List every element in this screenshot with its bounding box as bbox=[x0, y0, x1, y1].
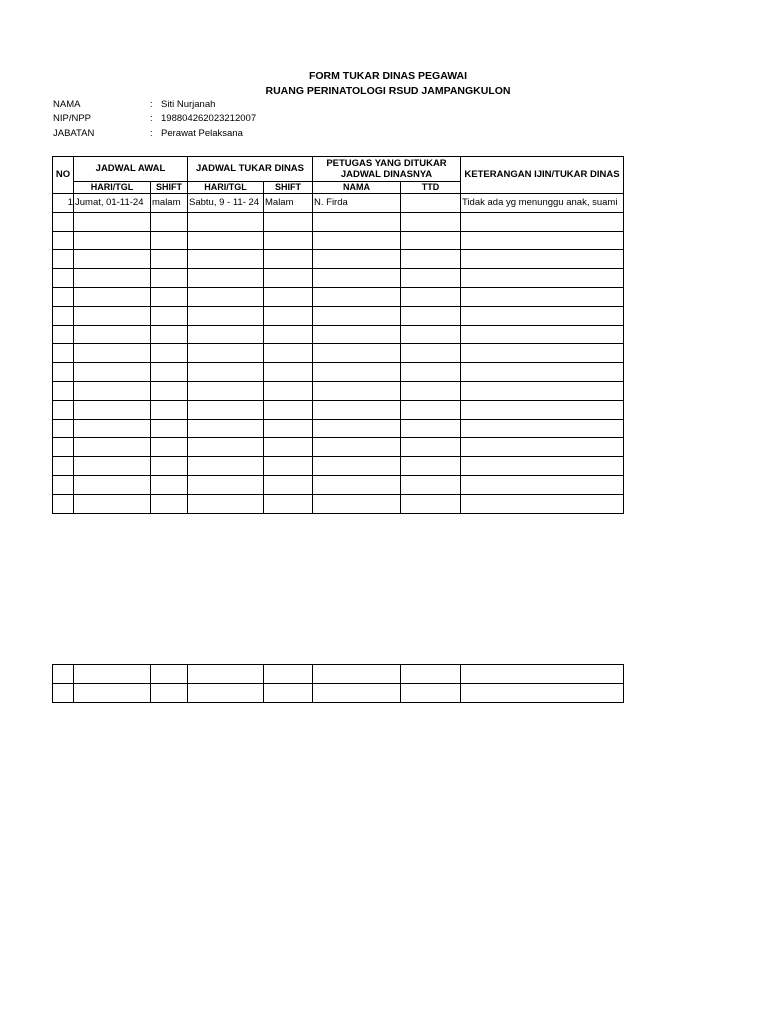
empty-cell bbox=[461, 665, 624, 684]
empty-cell bbox=[53, 419, 74, 438]
empty-cell bbox=[53, 457, 74, 476]
empty-cell bbox=[74, 381, 151, 400]
empty-cell bbox=[461, 683, 624, 702]
empty-cell bbox=[264, 381, 313, 400]
header-hari-tgl: HARI/TGL bbox=[188, 182, 264, 194]
table-row bbox=[53, 325, 624, 344]
empty-cell bbox=[264, 250, 313, 269]
cell-ttd bbox=[401, 194, 461, 213]
empty-cell bbox=[313, 683, 401, 702]
empty-cell bbox=[264, 344, 313, 363]
table-row bbox=[53, 363, 624, 382]
empty-cell bbox=[461, 287, 624, 306]
empty-cell bbox=[188, 400, 264, 419]
empty-cell bbox=[188, 475, 264, 494]
empty-cell bbox=[313, 363, 401, 382]
empty-cell bbox=[401, 325, 461, 344]
empty-cell bbox=[188, 363, 264, 382]
empty-cell bbox=[313, 344, 401, 363]
empty-cell bbox=[461, 381, 624, 400]
empty-cell bbox=[313, 665, 401, 684]
cell-hari-tgl: Sabtu, 9 - 11- 24 bbox=[188, 194, 264, 213]
empty-cell bbox=[313, 306, 401, 325]
table-row bbox=[53, 400, 624, 419]
info-colon: : bbox=[150, 99, 153, 110]
empty-cell bbox=[188, 250, 264, 269]
empty-cell bbox=[264, 325, 313, 344]
empty-cell bbox=[151, 212, 188, 231]
table-row bbox=[53, 269, 624, 288]
empty-cell bbox=[264, 665, 313, 684]
cell-keterangan: Tidak ada yg menunggu anak, suami bbox=[461, 194, 624, 213]
empty-cell bbox=[188, 665, 264, 684]
header-jadwal-tukar: JADWAL TUKAR DINAS bbox=[188, 157, 313, 182]
empty-cell bbox=[74, 419, 151, 438]
empty-cell bbox=[313, 438, 401, 457]
empty-cell bbox=[74, 363, 151, 382]
empty-cell bbox=[461, 306, 624, 325]
cell-no: 1 bbox=[53, 194, 74, 213]
table-row bbox=[53, 287, 624, 306]
empty-cell bbox=[53, 306, 74, 325]
empty-cell bbox=[461, 457, 624, 476]
header-no: NO bbox=[53, 157, 74, 194]
empty-cell bbox=[401, 287, 461, 306]
empty-cell bbox=[264, 212, 313, 231]
empty-cell bbox=[74, 475, 151, 494]
empty-cell bbox=[401, 306, 461, 325]
empty-cell bbox=[313, 419, 401, 438]
info-value: Siti Nurjanah bbox=[161, 99, 216, 110]
table-row bbox=[53, 438, 624, 457]
cell-shift: malam bbox=[151, 194, 188, 213]
empty-cell bbox=[264, 438, 313, 457]
empty-cell bbox=[313, 212, 401, 231]
empty-cell bbox=[151, 363, 188, 382]
table-row bbox=[53, 419, 624, 438]
info-value: Perawat Pelaksana bbox=[161, 128, 243, 139]
empty-cell bbox=[401, 419, 461, 438]
empty-cell bbox=[53, 475, 74, 494]
info-colon: : bbox=[150, 128, 153, 139]
empty-cell bbox=[74, 683, 151, 702]
empty-cell bbox=[53, 344, 74, 363]
empty-cell bbox=[151, 475, 188, 494]
empty-cell bbox=[151, 419, 188, 438]
header-jadwal-awal: JADWAL AWAL bbox=[74, 157, 188, 182]
info-colon: : bbox=[150, 113, 153, 124]
table-row bbox=[53, 231, 624, 250]
form-title: FORM TUKAR DINAS PEGAWAI bbox=[308, 70, 468, 82]
empty-cell bbox=[264, 363, 313, 382]
empty-cell bbox=[53, 381, 74, 400]
empty-cell bbox=[313, 381, 401, 400]
empty-cell bbox=[151, 457, 188, 476]
empty-cell bbox=[151, 683, 188, 702]
empty-cell bbox=[264, 475, 313, 494]
empty-cell bbox=[53, 400, 74, 419]
empty-cell bbox=[401, 381, 461, 400]
empty-cell bbox=[53, 325, 74, 344]
table-row bbox=[53, 194, 624, 213]
table-row bbox=[53, 475, 624, 494]
empty-cell bbox=[188, 683, 264, 702]
empty-cell bbox=[74, 231, 151, 250]
empty-cell bbox=[53, 231, 74, 250]
empty-cell bbox=[74, 287, 151, 306]
table-row bbox=[53, 381, 624, 400]
empty-cell bbox=[151, 438, 188, 457]
empty-cell bbox=[461, 475, 624, 494]
empty-cell bbox=[401, 231, 461, 250]
empty-cell bbox=[401, 400, 461, 419]
empty-cell bbox=[401, 212, 461, 231]
empty-cell bbox=[461, 363, 624, 382]
empty-cell bbox=[151, 400, 188, 419]
empty-cell bbox=[401, 438, 461, 457]
empty-cell bbox=[461, 325, 624, 344]
empty-cell bbox=[53, 665, 74, 684]
empty-cell bbox=[461, 400, 624, 419]
empty-cell bbox=[188, 306, 264, 325]
empty-cell bbox=[461, 250, 624, 269]
empty-cell bbox=[264, 683, 313, 702]
header-shift: SHIFT bbox=[151, 182, 188, 194]
empty-cell bbox=[74, 457, 151, 476]
empty-cell bbox=[264, 287, 313, 306]
empty-cell bbox=[461, 419, 624, 438]
empty-cell bbox=[188, 269, 264, 288]
header-nama: NAMA bbox=[313, 182, 401, 194]
empty-cell bbox=[264, 419, 313, 438]
empty-cell bbox=[53, 287, 74, 306]
form-subtitle: RUANG PERINATOLOGI RSUD JAMPANGKULON bbox=[265, 85, 511, 97]
empty-cell bbox=[313, 231, 401, 250]
empty-cell bbox=[461, 494, 624, 513]
table-row bbox=[53, 250, 624, 269]
empty-cell bbox=[74, 250, 151, 269]
empty-cell bbox=[313, 287, 401, 306]
empty-cell bbox=[313, 494, 401, 513]
empty-cell bbox=[74, 438, 151, 457]
header-shift: SHIFT bbox=[264, 182, 313, 194]
empty-cell bbox=[461, 269, 624, 288]
empty-cell bbox=[188, 494, 264, 513]
schedule-table bbox=[52, 156, 624, 514]
empty-cell bbox=[461, 344, 624, 363]
empty-cell bbox=[151, 665, 188, 684]
empty-cell bbox=[401, 363, 461, 382]
empty-cell bbox=[313, 400, 401, 419]
empty-cell bbox=[188, 231, 264, 250]
empty-cell bbox=[401, 344, 461, 363]
empty-cell bbox=[53, 438, 74, 457]
cell-shift: Malam bbox=[264, 194, 313, 213]
empty-cell bbox=[151, 231, 188, 250]
empty-cell bbox=[74, 400, 151, 419]
empty-cell bbox=[53, 269, 74, 288]
empty-cell bbox=[151, 306, 188, 325]
info-label: JABATAN bbox=[53, 128, 95, 139]
empty-cell bbox=[151, 250, 188, 269]
empty-cell bbox=[313, 325, 401, 344]
empty-cell bbox=[74, 306, 151, 325]
empty-cell bbox=[74, 344, 151, 363]
empty-cell bbox=[188, 344, 264, 363]
empty-cell bbox=[188, 419, 264, 438]
empty-cell bbox=[401, 457, 461, 476]
empty-cell bbox=[53, 683, 74, 702]
empty-cell bbox=[74, 494, 151, 513]
header-hari-tgl: HARI/TGL bbox=[74, 182, 151, 194]
empty-cell bbox=[401, 475, 461, 494]
empty-cell bbox=[151, 287, 188, 306]
header-petugas: PETUGAS YANG DITUKAR JADWAL DINASNYA bbox=[313, 157, 461, 182]
empty-cell bbox=[188, 212, 264, 231]
table-row bbox=[53, 494, 624, 513]
info-label: NAMA bbox=[53, 99, 81, 110]
table-row bbox=[53, 665, 624, 684]
empty-cell bbox=[74, 325, 151, 344]
empty-cell bbox=[264, 457, 313, 476]
header-keterangan: KETERANGAN IJIN/TUKAR DINAS bbox=[461, 157, 624, 194]
empty-cell bbox=[74, 665, 151, 684]
info-label: NIP/NPP bbox=[53, 113, 92, 124]
empty-cell bbox=[151, 344, 188, 363]
empty-cell bbox=[264, 306, 313, 325]
table-row bbox=[53, 457, 624, 476]
empty-cell bbox=[151, 269, 188, 288]
empty-cell bbox=[188, 381, 264, 400]
empty-cell bbox=[461, 438, 624, 457]
empty-cell bbox=[53, 250, 74, 269]
empty-cell bbox=[401, 269, 461, 288]
cell-hari-tgl: Jumat, 01-11-24 bbox=[74, 194, 151, 213]
empty-cell bbox=[53, 494, 74, 513]
empty-cell bbox=[264, 231, 313, 250]
extra-table bbox=[52, 664, 624, 703]
empty-cell bbox=[188, 325, 264, 344]
empty-cell bbox=[313, 269, 401, 288]
empty-cell bbox=[151, 381, 188, 400]
empty-cell bbox=[188, 287, 264, 306]
empty-cell bbox=[401, 494, 461, 513]
empty-cell bbox=[401, 683, 461, 702]
empty-cell bbox=[461, 212, 624, 231]
empty-cell bbox=[401, 665, 461, 684]
empty-cell bbox=[151, 494, 188, 513]
table-row bbox=[53, 683, 624, 702]
empty-cell bbox=[53, 212, 74, 231]
empty-cell bbox=[53, 363, 74, 382]
empty-cell bbox=[264, 494, 313, 513]
empty-cell bbox=[264, 269, 313, 288]
table-row bbox=[53, 344, 624, 363]
empty-cell bbox=[401, 250, 461, 269]
empty-cell bbox=[461, 231, 624, 250]
empty-cell bbox=[188, 438, 264, 457]
empty-cell bbox=[264, 400, 313, 419]
table-row bbox=[53, 212, 624, 231]
empty-cell bbox=[313, 475, 401, 494]
empty-cell bbox=[188, 457, 264, 476]
header-ttd: TTD bbox=[401, 182, 461, 194]
empty-cell bbox=[151, 325, 188, 344]
empty-cell bbox=[313, 250, 401, 269]
empty-cell bbox=[313, 457, 401, 476]
empty-cell bbox=[74, 212, 151, 231]
info-value: 198804262023212007 bbox=[161, 113, 257, 124]
cell-nama: N. Firda bbox=[313, 194, 401, 213]
table-row bbox=[53, 306, 624, 325]
empty-cell bbox=[74, 269, 151, 288]
